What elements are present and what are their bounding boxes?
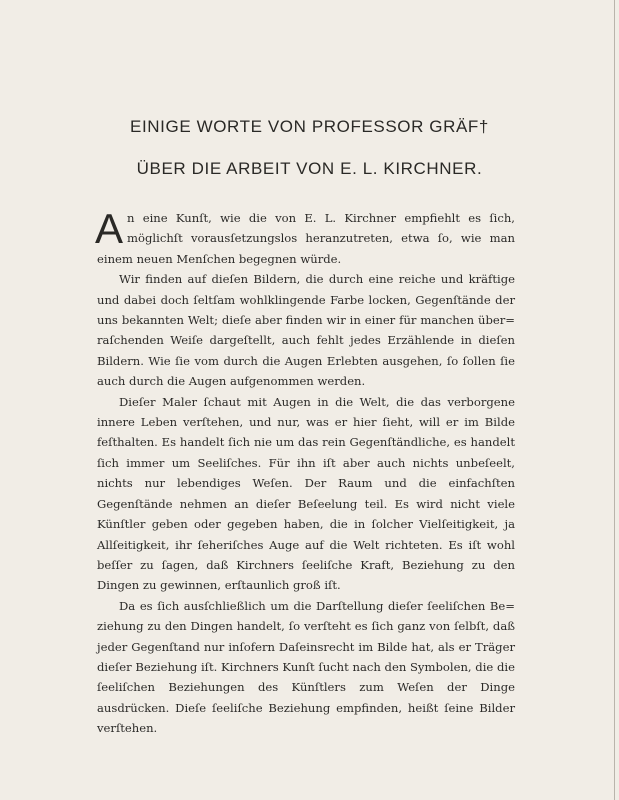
paragraph-4: Da es ſich ausſchließlich um die Darſtellung dieſer ſeeliſchen Be= ziehung zu den Dingen handelt, ſo verſteht es ſich ganz von ſelbſt, daß jeder Gegenſtand nur inſofern Daſeinsrecht im Bilde hat, als er Träger dieſer Beziehung iſt. Kirchners Kunſt ſucht nach den Symbolen, die die ſeeliſchen Beziehungen des Künſtlers zum Weſen der Dinge ausdrücken. Dieſe ſeeliſche Beziehung empfinden, heißt ſeine Bilder verſtehen. [97,598,515,736]
body-text [95,205,515,739]
heading-line-1: EINIGE WORTE VON PROFESSOR GRÄF† [130,117,489,136]
heading-line-2: ÜBER DIE ARBEIT VON E. L. KIRCHNER. [136,159,483,178]
paragraph-2: Wir finden auf dieſen Bildern, die durch eine reiche und kräftige und dabei doch ſeltſam wohlklingende Farbe locken, Gegenſtände der uns bekannten Welt; dieſe aber finden wir in einer für manchen über= raſchenden Weiſe dargeſtellt, auch fehlt jedes Erzählende in dieſen Bildern. Wie ſie vom durch die Augen Erlebten ausgehen, ſo ſollen ſie auch durch die Augen aufgenommen werden. [97,272,515,389]
drop-cap: A [95,205,124,252]
paragraph-1-text: n eine Kunſt, wie die von E. L. Kirchner empfiehlt es ſich, möglichſt vorausſetzungslos heranzutreten, etwa ſo, wie man einem neuen Menſchen begegnen würde. [97,211,515,266]
paragraph-1 [95,205,515,269]
paragraph-3: Dieſer Maler ſchaut mit Augen in die Welt, die das verborgene innere Leben verſtehen, und nur, was er hier ſieht, will er im Bilde feſthalten. Es handelt ſich nie um das rein Gegenſtändliche, es handelt ſich immer um Seeliſches. Für ihn iſt aber auch nichts unbeſeelt, nichts nur lebendiges Weſen. Der Raum und die einfachſten Gegenſtände nehmen an dieſer Beſeelung teil. Es wird nicht viele Künſtler geben oder gegeben haben, die in ſolcher Vielſeitigkeit, ja Allſeitigkeit, ihr ſeheriſches Auge auf die Welt richteten. Es iſt wohl beſſer zu ſagen, daß Kirchners ſeeliſche Kraft, Beziehung zu den Dingen zu gewinnen, erſtaunlich groß iſt. [97,394,515,593]
